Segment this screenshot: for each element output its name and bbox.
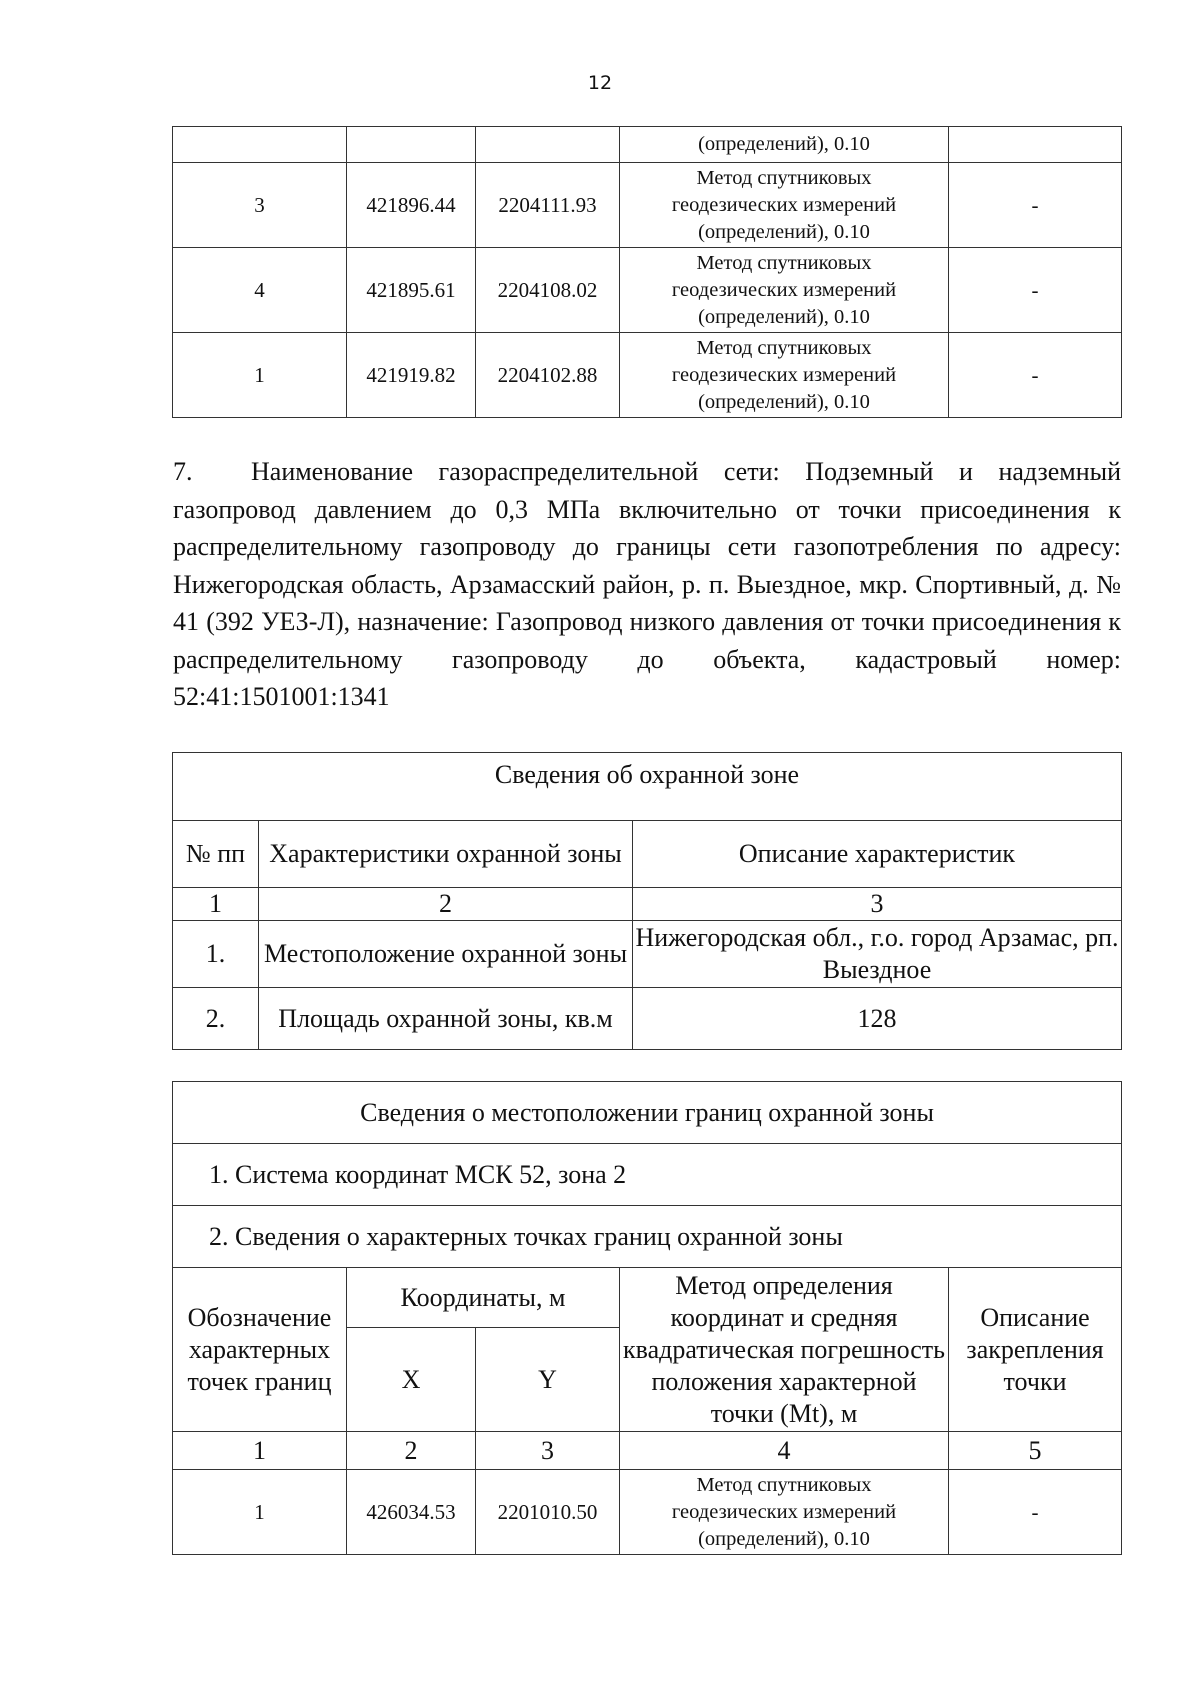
- method-cell: Метод спутниковых геодезических измерений (определений), 0.10: [620, 163, 949, 248]
- y-cell: 2204111.93: [476, 163, 620, 248]
- header-number: № пп: [173, 821, 259, 888]
- page-number: 12: [587, 72, 613, 94]
- header-y: Y: [476, 1328, 620, 1432]
- header-coordinates: Координаты, м: [347, 1268, 620, 1328]
- method-cell: Метод спутниковых геодезических измерений (определений), 0.10: [620, 1470, 949, 1555]
- point-cell: 1: [173, 1470, 347, 1555]
- table-section-row: [173, 1144, 1122, 1206]
- boundary-location-table: [172, 1081, 1122, 1555]
- table-title-row: [173, 753, 1122, 821]
- coordinates-continuation-table: [172, 126, 1122, 418]
- table-row: [173, 248, 1122, 333]
- zone-table-title: Сведения об охранной зоне: [173, 753, 1122, 821]
- index-cell: 1: [173, 1432, 347, 1470]
- table-title-row: [173, 1082, 1122, 1144]
- table-header-row: [173, 821, 1122, 888]
- x-cell: [347, 127, 476, 163]
- method-cell: Метод спутниковых геодезических измерений (определений), 0.10: [620, 333, 949, 418]
- fix-cell: -: [949, 248, 1122, 333]
- x-cell: 421895.61: [347, 248, 476, 333]
- fix-cell: [949, 127, 1122, 163]
- point-cell: 4: [173, 248, 347, 333]
- paragraph-text: Наименование газораспределительной сети: Подземный и надземный газопровод давлением до 0,3 МПа включительно от точки присоединения к распределительному газопроводу до границы сети газопотребления по адресу: Нижегородская область, Арзамасский район, р. п. Выездное, мкр. Спортивный, д. № 41 (392 УЕЗ-Л), назначение: Газопровод низкого давления от точки присоединения к распределительному газопроводу до объекта, кадастровый номер: 52:41:1501001:1341: [173, 457, 1121, 711]
- paragraph-number: 7.: [173, 457, 193, 486]
- index-cell: 1: [173, 888, 259, 921]
- index-cell: 2: [347, 1432, 476, 1470]
- index-cell: 4: [620, 1432, 949, 1470]
- protection-zone-table: [172, 752, 1122, 1050]
- x-cell: 426034.53: [347, 1470, 476, 1555]
- table-row: [173, 163, 1122, 248]
- method-cell: Метод спутниковых геодезических измерений (определений), 0.10: [620, 248, 949, 333]
- index-cell: 2: [259, 888, 633, 921]
- table-header-row: [173, 1268, 1122, 1328]
- header-method: Метод определения координат и средняя квадратическая погрешность положения характерной точки (Mt), м: [620, 1268, 949, 1432]
- row-number: 1.: [173, 921, 259, 988]
- point-cell: 3: [173, 163, 347, 248]
- table-row: [173, 988, 1122, 1050]
- y-cell: [476, 127, 620, 163]
- row-value: 128: [633, 988, 1122, 1050]
- header-x: X: [347, 1328, 476, 1432]
- index-cell: 3: [476, 1432, 620, 1470]
- y-cell: 2201010.50: [476, 1470, 620, 1555]
- boundary-table-title: Сведения о местоположении границ охранной зоны: [173, 1082, 1122, 1144]
- table-row: [173, 1470, 1122, 1555]
- x-cell: 421896.44: [347, 163, 476, 248]
- row-number: 2.: [173, 988, 259, 1050]
- table-row: [173, 127, 1122, 163]
- table-row: [173, 921, 1122, 988]
- coordinate-system-section: 1. Система координат МСК 52, зона 2: [173, 1144, 1122, 1206]
- header-characteristics: Характеристики охранной зоны: [259, 821, 633, 888]
- y-cell: 2204108.02: [476, 248, 620, 333]
- index-cell: 5: [949, 1432, 1122, 1470]
- index-cell: 3: [633, 888, 1122, 921]
- fix-cell: -: [949, 163, 1122, 248]
- table-section-row: [173, 1206, 1122, 1268]
- fix-cell: -: [949, 1470, 1122, 1555]
- method-cell: (определений), 0.10: [620, 127, 949, 163]
- point-cell: 1: [173, 333, 347, 418]
- x-cell: 421919.82: [347, 333, 476, 418]
- row-name: Местоположение охранной зоны: [259, 921, 633, 988]
- row-name: Площадь охранной зоны, кв.м: [259, 988, 633, 1050]
- header-description: Описание характеристик: [633, 821, 1122, 888]
- table-index-row: [173, 1432, 1122, 1470]
- y-cell: 2204102.88: [476, 333, 620, 418]
- header-fixing: Описание закрепления точки: [949, 1268, 1122, 1432]
- point-cell: [173, 127, 347, 163]
- fix-cell: -: [949, 333, 1122, 418]
- row-value: Нижегородская обл., г.о. город Арзамас, рп. Выездное: [633, 921, 1122, 988]
- network-description-paragraph: [173, 453, 1121, 716]
- table-index-row: [173, 888, 1122, 921]
- header-point: Обозначение характерных точек границ: [173, 1268, 347, 1432]
- table-row: [173, 333, 1122, 418]
- points-section: 2. Сведения о характерных точках границ охранной зоны: [173, 1206, 1122, 1268]
